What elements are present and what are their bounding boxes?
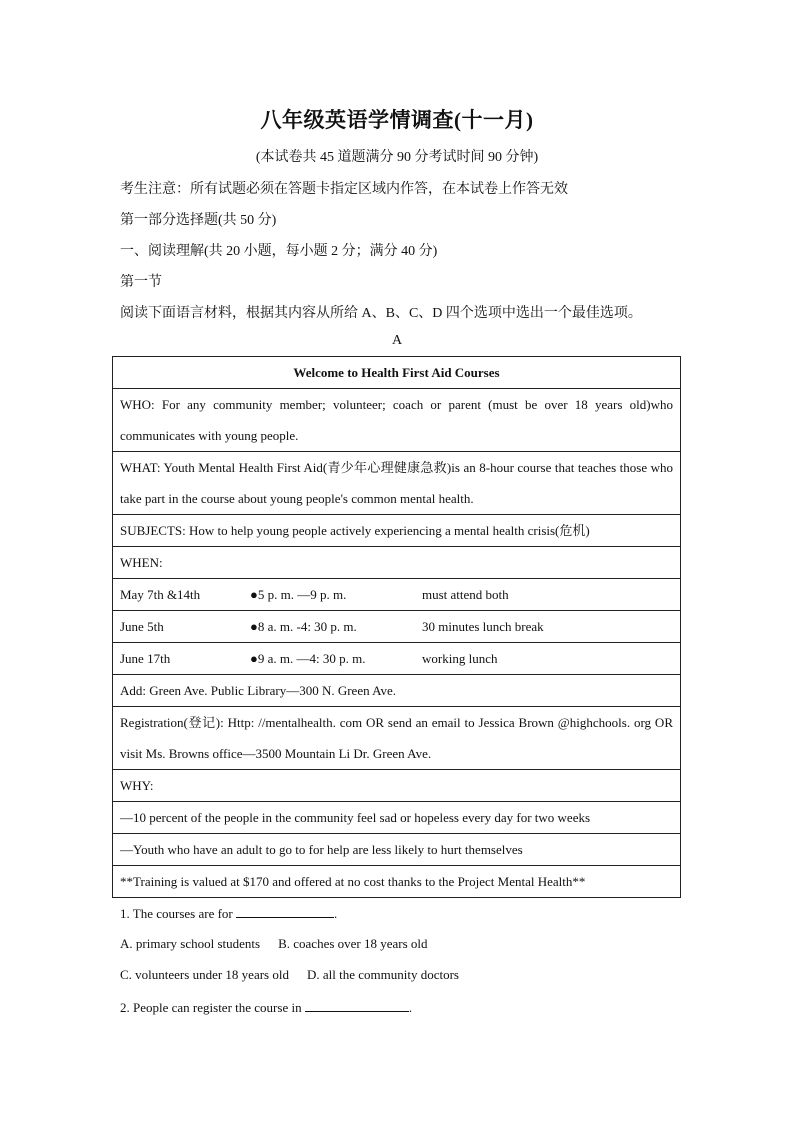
part-heading: 第一部分选择题(共 50 分): [120, 213, 277, 228]
direction-text: 阅读下面语言材料，根据其内容从所给 A、B、C、D 四个选项中选出一个最佳选项。: [120, 306, 642, 321]
schedule-date: June 5th: [120, 619, 164, 634]
schedule-date: June 17th: [120, 651, 171, 666]
table-footer: **Training is valued at $170 and offered at no cost thanks to the Project Mental Health**: [113, 866, 681, 898]
question-end: .: [334, 906, 338, 921]
table-title: Welcome to Health First Aid Courses: [113, 357, 681, 389]
option-d: D. all the community doctors: [306, 967, 459, 982]
subjects-row: SUBJECTS: How to help young people actively experiencing a mental health crisis(危机): [113, 515, 681, 547]
schedule-row: [113, 579, 681, 611]
schedule-date: May 7th &14th: [120, 587, 201, 602]
passage-label: A: [391, 333, 403, 348]
why-row: WHY:: [113, 770, 681, 802]
notice-text: 考生注意：所有试题必须在答题卡指定区域内作答，在本试卷上作答无效: [120, 182, 568, 197]
schedule-time: ●9 a. m. —4: 30 p. m.: [250, 651, 366, 666]
schedule-row: [113, 643, 681, 675]
address-row: Add: Green Ave. Public Library—300 N. Green Ave.: [113, 675, 681, 707]
answer-blank: [305, 999, 409, 1012]
options-row-1: [120, 936, 428, 952]
registration-row: Registration(登记): Http: //mentalhealth. com OR send an email to Jessica Brown @highchools. org OR visit Ms. Browns office—3500 Mountain Li Dr. Green Ave.: [113, 707, 681, 770]
schedule-note: must attend both: [422, 587, 509, 602]
question-stem: 2. People can register the course in: [120, 1000, 302, 1015]
question-end: .: [408, 1000, 413, 1015]
question-stem: 1. The courses are for: [120, 906, 233, 921]
option-b: B. coaches over 18 years old: [278, 936, 428, 951]
question-2: [120, 999, 412, 1016]
when-row: WHEN:: [113, 547, 681, 579]
schedule-note: 30 minutes lunch break: [422, 619, 544, 634]
schedule-row: [113, 611, 681, 643]
who-row: WHO: For any community member; volunteer; coach or parent (must be over 18 years old)who communicates with young people.: [113, 389, 681, 452]
schedule-note: working lunch: [422, 651, 498, 666]
what-row: WHAT: Youth Mental Health First Aid(青少年心理健康急救)is an 8-hour course that teaches those who take part in the course about young people's common mental health.: [113, 452, 681, 515]
exam-info: (本试卷共 45 道题满分 90 分考试时间 90 分钟): [255, 150, 539, 165]
answer-blank: [236, 905, 334, 918]
question-1: [120, 905, 337, 922]
option-c: C. volunteers under 18 years old: [120, 967, 289, 982]
section-heading: 一、阅读理解(共 20 小题，每小题 2 分；满分 40 分): [120, 244, 438, 259]
why-item: —Youth who have an adult to go to for help are less likely to hurt themselves: [113, 834, 681, 866]
schedule-time: ●5 p. m. —9 p. m.: [250, 587, 347, 602]
course-table: [112, 356, 681, 898]
why-item: —10 percent of the people in the community feel sad or hopeless every day for two weeks: [113, 802, 681, 834]
subsection-heading: 第一节: [120, 275, 162, 290]
schedule-time: ●8 a. m. -4: 30 p. m.: [250, 619, 357, 634]
option-a: A. primary school students: [120, 936, 261, 951]
options-row-2: [120, 967, 459, 983]
page-title: 八年级英语学情调查(十一月): [260, 108, 534, 132]
